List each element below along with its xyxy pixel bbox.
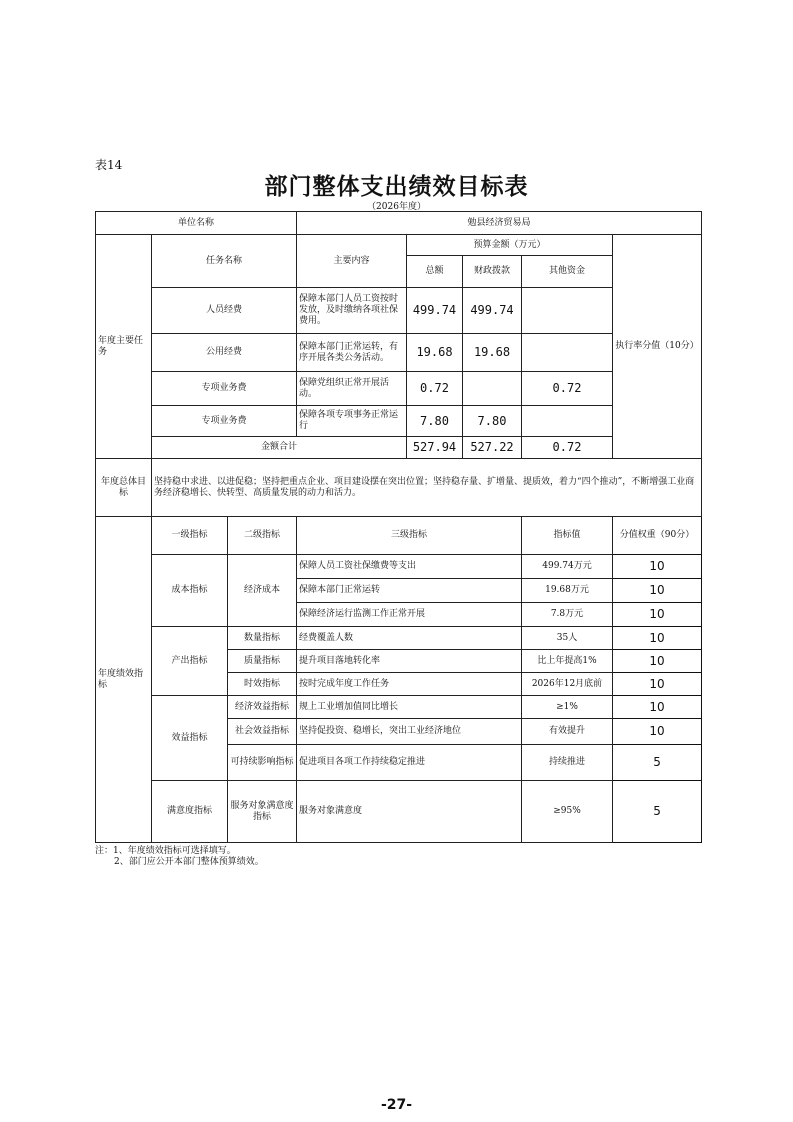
indicator-value: 持续推进 — [522, 745, 613, 781]
task-total: 0.72 — [407, 372, 463, 406]
indicator-weight: 10 — [613, 673, 702, 696]
indicator-weight: 10 — [613, 555, 702, 579]
indicator-row — [96, 555, 702, 579]
indicator-weight: 5 — [613, 781, 702, 843]
total-header: 总额 — [407, 256, 463, 288]
level2-indicator: 可持续影响指标 — [228, 745, 297, 781]
task-total: 19.68 — [407, 334, 463, 372]
task-row — [96, 334, 702, 372]
task-fiscal — [463, 372, 522, 406]
indicator-weight: 10 — [613, 603, 702, 627]
level2-indicator: 社会效益指标 — [228, 719, 297, 745]
level3-indicator: 按时完成年度工作任务 — [297, 673, 522, 696]
unit-row — [96, 212, 702, 235]
sum-label: 金额合计 — [152, 437, 407, 459]
unit-label: 单位名称 — [96, 212, 297, 235]
sum-fiscal: 527.22 — [463, 437, 522, 459]
task-content: 保障党组织正常开展活动。 — [297, 372, 407, 406]
indicator-value: ≥95% — [522, 781, 613, 843]
task-name: 公用经费 — [152, 334, 297, 372]
task-name: 专项业务费 — [152, 406, 297, 437]
task-content: 保障本部门人员工资按时发放，及时缴纳各项社保费用。 — [297, 288, 407, 334]
level1-indicator: 成本指标 — [152, 555, 228, 627]
indicator-row — [96, 627, 702, 650]
level2-header: 二级指标 — [228, 517, 297, 555]
annual-indicators-label: 年度绩效指标 — [96, 517, 152, 843]
indicator-weight: 10 — [613, 719, 702, 745]
footnotes — [95, 846, 264, 868]
task-content: 保障本部门正常运转，有序开展各类公务活动。 — [297, 334, 407, 372]
level3-indicator: 经费覆盖人数 — [297, 627, 522, 650]
task-name: 专项业务费 — [152, 372, 297, 406]
level2-indicator: 经济成本 — [228, 555, 297, 627]
level2-indicator: 经济效益指标 — [228, 696, 297, 719]
overall-goal-label: 年度总体目标 — [96, 459, 152, 517]
task-other — [522, 334, 613, 372]
level3-indicator: 提升项目落地转化率 — [297, 650, 522, 673]
level2-indicator: 时效指标 — [228, 673, 297, 696]
task-other — [522, 288, 613, 334]
indicator-value: 2026年12月底前 — [522, 673, 613, 696]
sum-total: 527.94 — [407, 437, 463, 459]
document-title: 部门整体支出绩效目标表 — [264, 174, 529, 200]
sum-other: 0.72 — [522, 437, 613, 459]
value-header: 指标值 — [522, 517, 613, 555]
level2-indicator: 服务对象满意度指标 — [228, 781, 297, 843]
task-total: 7.80 — [407, 406, 463, 437]
task-content: 保障各项专项事务正常运行 — [297, 406, 407, 437]
annual-tasks-label: 年度主要任务 — [96, 235, 152, 459]
footnote-2: 2、部门应公开本部门整体预算绩效。 — [114, 857, 264, 867]
task-row — [96, 406, 702, 437]
indicator-weight: 5 — [613, 745, 702, 781]
indicator-weight: 10 — [613, 579, 702, 603]
task-fiscal: 19.68 — [463, 334, 522, 372]
level3-indicator: 保障本部门正常运转 — [297, 579, 522, 603]
indicator-value: 19.68万元 — [522, 579, 613, 603]
task-fiscal: 7.80 — [463, 406, 522, 437]
task-sum-row — [96, 437, 702, 459]
footnote-1: 注：1、年度绩效指标可选择填写。 — [95, 846, 236, 856]
level2-indicator: 质量指标 — [228, 650, 297, 673]
other-header: 其他资金 — [522, 256, 613, 288]
indicator-row — [96, 781, 702, 843]
level1-indicator: 满意度指标 — [152, 781, 228, 843]
indicator-weight: 10 — [613, 627, 702, 650]
indicator-weight: 10 — [613, 696, 702, 719]
task-fiscal: 499.74 — [463, 288, 522, 334]
indicator-value: 有效提升 — [522, 719, 613, 745]
level3-indicator: 保障人员工资社保缴费等支出 — [297, 555, 522, 579]
table-number-label: 表14 — [95, 158, 123, 172]
task-other: 0.72 — [522, 372, 613, 406]
performance-target-table — [95, 211, 702, 843]
level3-indicator: 促进项目各项工作持续稳定推进 — [297, 745, 522, 781]
task-other — [522, 406, 613, 437]
indicator-weight: 10 — [613, 650, 702, 673]
execution-score-label: 执行率分值（10分） — [615, 341, 699, 351]
fiscal-header: 财政拨款 — [463, 256, 522, 288]
main-content-header: 主要内容 — [297, 235, 407, 288]
task-header-row — [96, 235, 702, 256]
level3-indicator: 服务对象满意度 — [297, 781, 522, 843]
level1-indicator: 产出指标 — [152, 627, 228, 696]
level3-header: 三级指标 — [297, 517, 522, 555]
indicator-row — [96, 696, 702, 719]
level3-indicator: 保障经济运行监测工作正常开展 — [297, 603, 522, 627]
task-total: 499.74 — [407, 288, 463, 334]
indicator-header-row — [96, 517, 702, 555]
unit-name: 勉县经济贸易局 — [297, 212, 702, 235]
overall-goal-row — [96, 459, 702, 517]
task-row — [96, 288, 702, 334]
execution-score-cell — [613, 235, 702, 459]
level3-indicator: 规上工业增加值同比增长 — [297, 696, 522, 719]
indicator-value: 499.74万元 — [522, 555, 613, 579]
task-name-header: 任务名称 — [152, 235, 297, 288]
indicator-value: 7.8万元 — [522, 603, 613, 627]
budget-amount-header: 预算金额（万元） — [407, 235, 613, 256]
task-name: 人员经费 — [152, 288, 297, 334]
task-row — [96, 372, 702, 406]
overall-goal-text: 坚持稳中求进、以进促稳；坚持把重点企业、项目建设摆在突出位置；坚持稳存量、扩增量、提质效，着力“四个推动”，不断增强工业商务经济稳增长、快转型、高质量发展的动力和活力。 — [152, 459, 702, 517]
level2-indicator: 数量指标 — [228, 627, 297, 650]
indicator-value: ≥1% — [522, 696, 613, 719]
level1-indicator: 效益指标 — [152, 696, 228, 781]
level3-indicator: 坚持促投资、稳增长，突出工业经济地位 — [297, 719, 522, 745]
page-number: -27- — [380, 1097, 413, 1113]
indicator-value: 比上年提高1% — [522, 650, 613, 673]
level1-header: 一级指标 — [152, 517, 228, 555]
weight-header: 分值权重（90分） — [613, 517, 702, 555]
indicator-value: 35人 — [522, 627, 613, 650]
document-year: （2026年度） — [367, 202, 426, 212]
